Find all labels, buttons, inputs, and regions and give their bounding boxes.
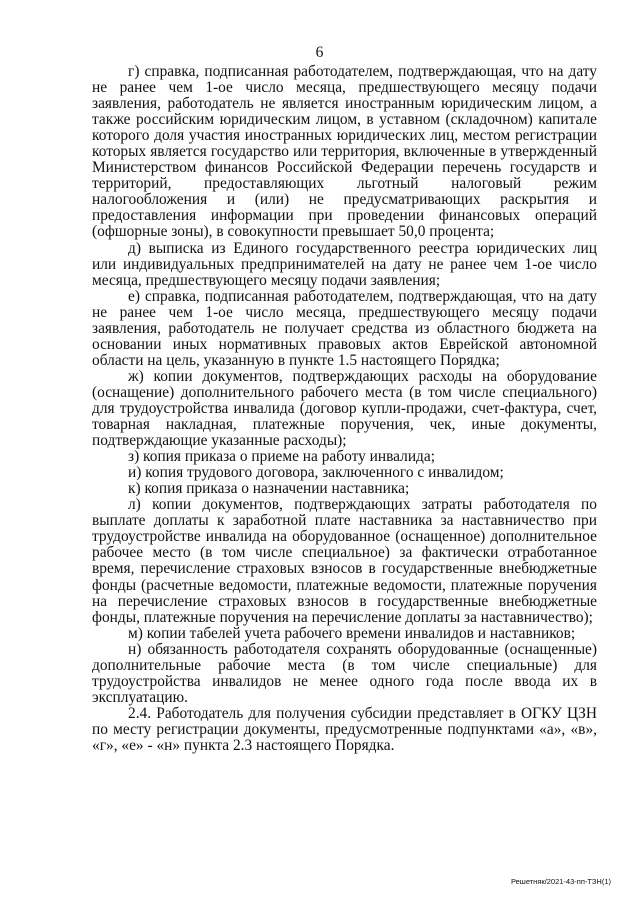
paragraph-d: д) выписка из Единого государственного реестра юридических лиц или индивидуальных предпринимателей на дату не ранее чем 1-ое число месяца, предшествующего месяцу подачи заявления; xyxy=(92,239,597,289)
paragraph-2-4: 2.4. Работодатель для получения субсидии представляет в ОГКУ ЦЗН по месту регистрации документы, предусмотренные подпунктами «а», «в», «г», «е» - «н» пункта 2.3 настоящего Порядка. xyxy=(92,704,597,754)
paragraph-k: к) копия приказа о назначении наставника; xyxy=(128,480,410,498)
paragraph-n: н) обязанность работодателя сохранять оборудованные (оснащенные) дополнительные рабочие места (в том числе специальные) для трудоустройства инвалидов не менее одного года после ввода их в эксплуатацию. xyxy=(92,640,597,706)
paragraph-zh: ж) копии документов, подтверждающих расходы на оборудование (оснащение) дополнительного рабочего места (в том числе специального) для трудоустройства инвалида (договор купли-продажи, счет-фактура, счет, товарная накладная, платежные поручения, чек, иные документы, подтверждающие указанные расходы); xyxy=(92,367,597,450)
paragraph-g: г) справка, подписанная работодателем, подтверждающая, что на дату не ранее чем 1-ое число месяца, предшествующего месяцу подачи заявления, работодатель не является иностранным юридическим лицом, а также российским юридическим лицом, в уставном (складочном) капитале которого доля участия иностранных юридических лиц, местом регистрации которых является государство или территория, включенные в утвержденный Министерством финансов Российской Федерации перечень государств и территорий, предоставляющих льготный налоговый режим налогообложения и (или) не предусматривающих раскрытия и предоставления информации при проведении финансовых операций (офшорные зоны), в совокупности превышает 50,0 процента; xyxy=(92,63,597,241)
paragraph-m: м) копии табелей учета рабочего времени инвалидов и наставников; xyxy=(128,624,576,642)
paragraph-z: з) копия приказа о приеме на работу инвалида; xyxy=(128,448,435,466)
paragraph-i: и) копия трудового договора, заключенного с инвалидом; xyxy=(128,464,504,482)
document-body xyxy=(92,64,597,754)
paragraph-e: е) справка, подписанная работодателем, подтверждающая, что на дату не ранее чем 1-ое число месяца, предшествующего месяцу подачи заявления, работодатель не получает средства из областного бюджета на основании иных нормативных правовых актов Еврейской автономной области на цель, указанную в пункте 1.5 настоящего Порядка; xyxy=(92,287,597,369)
footer-reference: Решетняк/2021-43-пп-ТЗН(1) xyxy=(510,877,611,886)
page-number: 6 xyxy=(315,44,324,61)
paragraph-l: л) копии документов, подтверждающих затраты работодателя по выплате доплаты к заработной плате наставника за наставничество при трудоустройстве инвалида на оборудованное (оснащенное) дополнительное рабочее место (в том числе специальное) за фактически отработанное время, перечисление страховых взносов в государственные внебюджетные фонды (расчетные ведомости, платежные ведомости, платежные поручения на перечисление страховых взносов в государственные внебюджетные фонды, платежные поручения на перечисление доплаты за наставничество); xyxy=(92,496,597,626)
